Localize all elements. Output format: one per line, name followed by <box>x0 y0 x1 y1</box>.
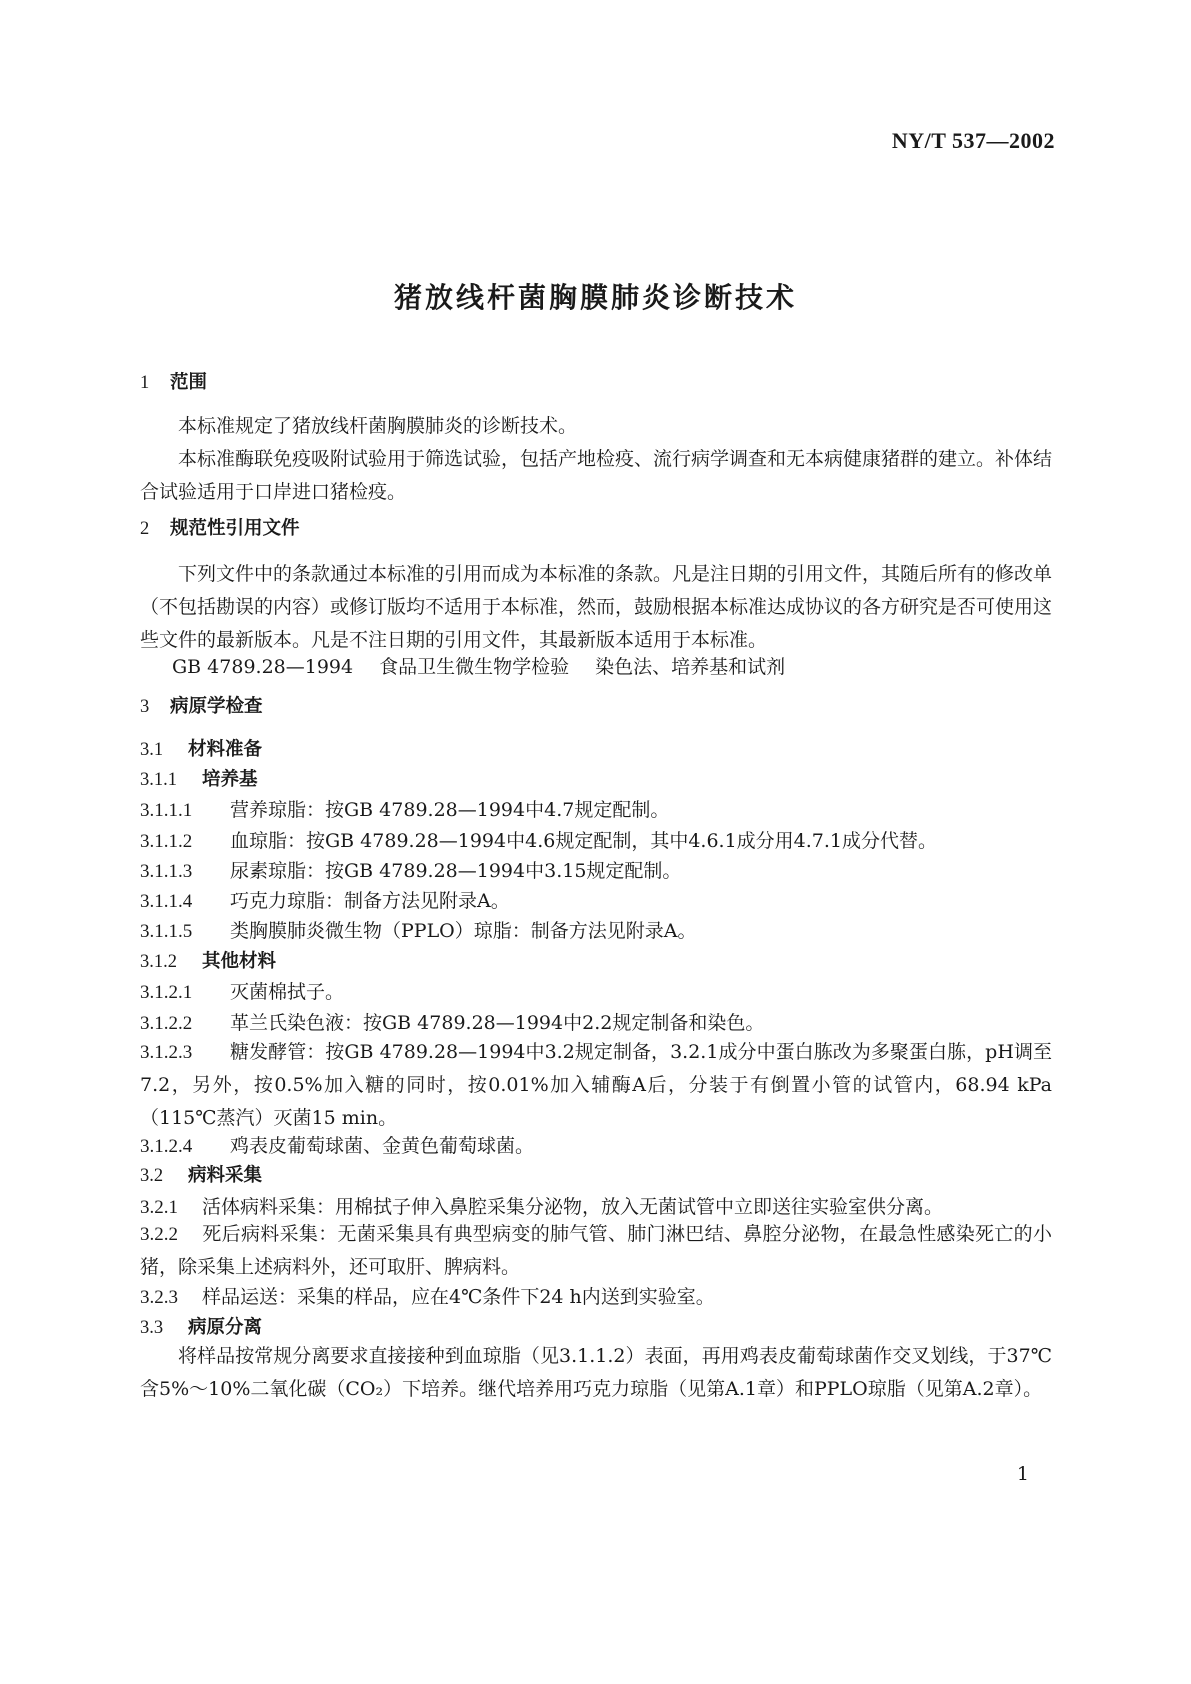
clause-text: 死后病料采集：无菌采集具有典型病变的肺气管、肺门淋巴结、鼻腔分泌物，在最急性感染死亡的小猪，除采集上述病料外，还可取肝、脾病料。 <box>140 1223 1052 1278</box>
section-1-heading <box>140 370 207 396</box>
section-3-1-heading <box>140 737 262 763</box>
clause-3-1-2-4 <box>140 1133 534 1160</box>
page-number: 1 <box>1016 1463 1029 1485</box>
clause-3-2-1 <box>140 1194 943 1221</box>
clause-3-1-1-2 <box>140 828 937 855</box>
clause-3-1-1-4 <box>140 888 510 915</box>
clause-text: 灭菌棉拭子。 <box>230 981 345 1003</box>
section-number: 3.2 <box>140 1166 164 1186</box>
section-3-1-1-heading <box>140 767 258 793</box>
section-2-para-1: 下列文件中的条款通过本标准的引用而成为本标准的条款。凡是注日期的引用文件，其随后所有的修改单（不包括勘误的内容）或修订版均不适用于本标准，然而，鼓励根据本标准达成协议的各方研究是否可使用这些文件的最新版本。凡是不注日期的引用文件，其最新版本适用于本标准。 <box>140 563 1053 651</box>
section-number: 3.1 <box>140 740 164 760</box>
clause-number: 3.1.1.2 <box>140 831 193 852</box>
clause-text: 巧克力琼脂：制备方法见附录A。 <box>230 890 510 912</box>
clause-number: 3.1.1.4 <box>140 891 193 912</box>
reference-title-b: 染色法、培养基和试剂 <box>595 656 786 678</box>
reference-title-a: 食品卫生微生物学检验 <box>379 656 570 678</box>
normative-reference <box>172 654 811 680</box>
clause-3-1-2-3 <box>140 1036 1052 1135</box>
clause-3-1-2-2 <box>140 1010 764 1037</box>
clause-text: 血琼脂：按GB 4789.28—1994中4.6规定配制，其中4.6.1成分用4.7.1成分代替。 <box>230 830 938 852</box>
section-title: 范围 <box>170 372 208 393</box>
clause-number: 3.2.2 <box>140 1224 178 1245</box>
clause-number: 3.2.3 <box>140 1287 178 1308</box>
clause-number: 3.1.2.1 <box>140 982 193 1003</box>
document-title: 猪放线杆菌胸膜肺炎诊断技术 <box>393 281 797 314</box>
clause-text: 糖发酵管：按GB 4789.28—1994中3.2规定制备，3.2.1成分中蛋白胨改为多聚蛋白胨，pH调至7.2，另外，按0.5%加入糖的同时，按0.01%加入辅酶A后，分装于有倒置小管的试管内，68.94 kPa（115℃蒸汽）灭菌15 min。 <box>140 1041 1052 1129</box>
section-title: 其他材料 <box>202 951 277 972</box>
clause-text: 营养琼脂：按GB 4789.28—1994中4.7规定配制。 <box>230 799 670 821</box>
section-1-para-2: 本标准酶联免疫吸附试验用于筛选试验，包括产地检疫、流行病学调查和无本病健康猪群的建立。补体结合试验适用于口岸进口猪检疫。 <box>140 448 1053 503</box>
clause-number: 3.1.1.1 <box>140 800 193 821</box>
section-title: 材料准备 <box>188 739 263 760</box>
clause-number: 3.1.2.3 <box>140 1042 193 1063</box>
section-number: 2 <box>140 519 150 539</box>
clause-3-1-1-3 <box>140 858 681 885</box>
clause-text: 尿素琼脂：按GB 4789.28—1994中3.15规定配制。 <box>230 860 682 882</box>
section-title: 病原分离 <box>188 1317 263 1338</box>
section-number: 3.1.2 <box>140 952 177 972</box>
clause-number: 3.1.1.3 <box>140 861 193 882</box>
section-title: 病原学检查 <box>170 696 263 717</box>
clause-text: 类胸膜肺炎微生物（PPLO）琼脂：制备方法见附录A。 <box>230 920 697 942</box>
clause-3-2-2 <box>140 1218 1052 1284</box>
section-3-3-heading <box>140 1315 262 1341</box>
section-title: 病料采集 <box>188 1165 263 1186</box>
section-3-heading <box>140 694 263 720</box>
section-number: 3.3 <box>140 1318 164 1338</box>
clause-text: 革兰氏染色液：按GB 4789.28—1994中2.2规定制备和染色。 <box>230 1012 765 1034</box>
clause-number: 3.1.2.4 <box>140 1136 193 1157</box>
clause-3-1-1-5 <box>140 918 697 945</box>
section-2-heading <box>140 516 300 542</box>
reference-code: GB 4789.28—1994 <box>172 656 354 678</box>
clause-text: 活体病料采集：用棉拭子伸入鼻腔采集分泌物，放入无菌试管中立即送往实验室供分离。 <box>202 1196 944 1218</box>
clause-3-1-2-1 <box>140 979 344 1006</box>
clause-number: 3.1.1.5 <box>140 921 193 942</box>
clause-text: 鸡表皮葡萄球菌、金黄色葡萄球菌。 <box>230 1135 535 1157</box>
section-3-3-para-1: 将样品按常规分离要求直接接种到血琼脂（见3.1.1.2）表面，再用鸡表皮葡萄球菌作交叉划线，于37℃含5%～10%二氧化碳（CO₂）下培养。继代培养用巧克力琼脂（见第A.1章）和PPLO琼脂（见第A.2章）。 <box>140 1345 1052 1400</box>
section-title: 培养基 <box>202 769 258 790</box>
clause-text: 样品运送：采集的样品，应在4℃条件下24 h内送到实验室。 <box>202 1286 715 1308</box>
clause-3-1-1-1 <box>140 797 669 824</box>
section-number: 3 <box>140 697 150 717</box>
document-code: NY/T 537—2002 <box>891 128 1055 153</box>
clause-number: 3.1.2.2 <box>140 1013 193 1034</box>
section-number: 1 <box>140 373 150 393</box>
section-title: 规范性引用文件 <box>170 518 300 539</box>
clause-number: 3.2.1 <box>140 1197 178 1218</box>
section-1-para-1: 本标准规定了猪放线杆菌胸膜肺炎的诊断技术。 <box>178 415 578 437</box>
clause-3-2-3 <box>140 1284 715 1311</box>
section-3-2-heading <box>140 1163 262 1189</box>
section-number: 3.1.1 <box>140 770 177 790</box>
section-3-1-2-heading <box>140 949 276 975</box>
